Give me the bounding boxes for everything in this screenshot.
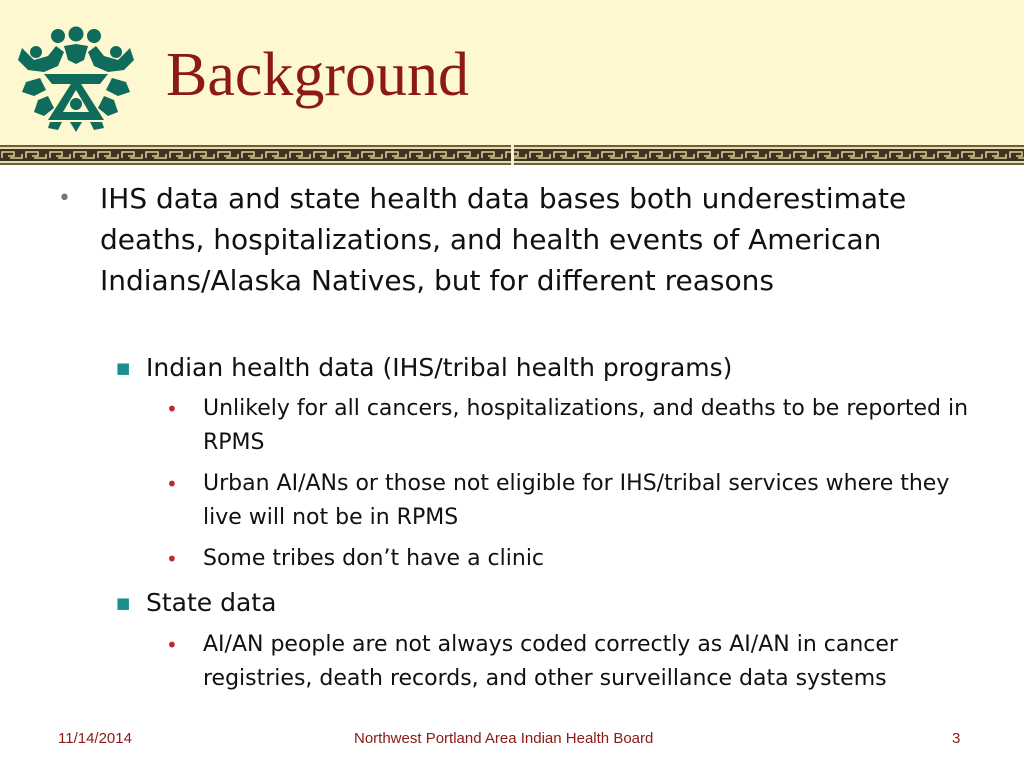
bullet-text: IHS data and state health data bases both underestimate deaths, hospitalizations, and health events of American Indians/Alaska Natives, but for different reasons <box>100 182 907 297</box>
bullet-dot-icon: • <box>166 397 178 421</box>
list-item <box>166 628 973 696</box>
bullet-dot-icon: • <box>166 547 178 571</box>
slide-title: Background <box>166 41 470 109</box>
footer-organization: Northwest Portland Area Indian Health Board <box>354 730 654 747</box>
bullet-text: Some tribes don’t have a clinic <box>203 546 545 571</box>
footer-page-number: 3 <box>952 730 961 747</box>
bullet-square-icon: ■ <box>116 594 131 612</box>
bullet-text: AI/AN people are not always coded correctly as AI/AN in cancer registries, death records, and other surveillance data systems <box>203 632 898 691</box>
list-item <box>116 586 966 620</box>
bullet-text: Unlikely for all cancers, hospitalizations, and deaths to be reported in RPMS <box>203 396 969 455</box>
bullet-text: Urban AI/ANs or those not eligible for IHS/tribal services where they live will not be in RPMS <box>203 471 950 530</box>
decorative-border <box>0 145 1024 165</box>
bullet-dot-icon: • <box>166 633 178 657</box>
list-item <box>166 542 973 576</box>
bullet-dot-icon: • <box>58 186 71 211</box>
bullet-text: Indian health data (IHS/tribal health programs) <box>146 353 733 382</box>
list-item <box>166 467 973 535</box>
bullet-text: State data <box>146 588 277 617</box>
list-item <box>58 178 910 301</box>
list-item <box>166 392 973 460</box>
list-item <box>116 351 966 385</box>
slide-header <box>0 0 1024 145</box>
npaihb-logo <box>14 26 138 134</box>
bullet-square-icon: ■ <box>116 359 131 377</box>
bullet-dot-icon: • <box>166 472 178 496</box>
footer-date: 11/14/2014 <box>58 730 132 747</box>
